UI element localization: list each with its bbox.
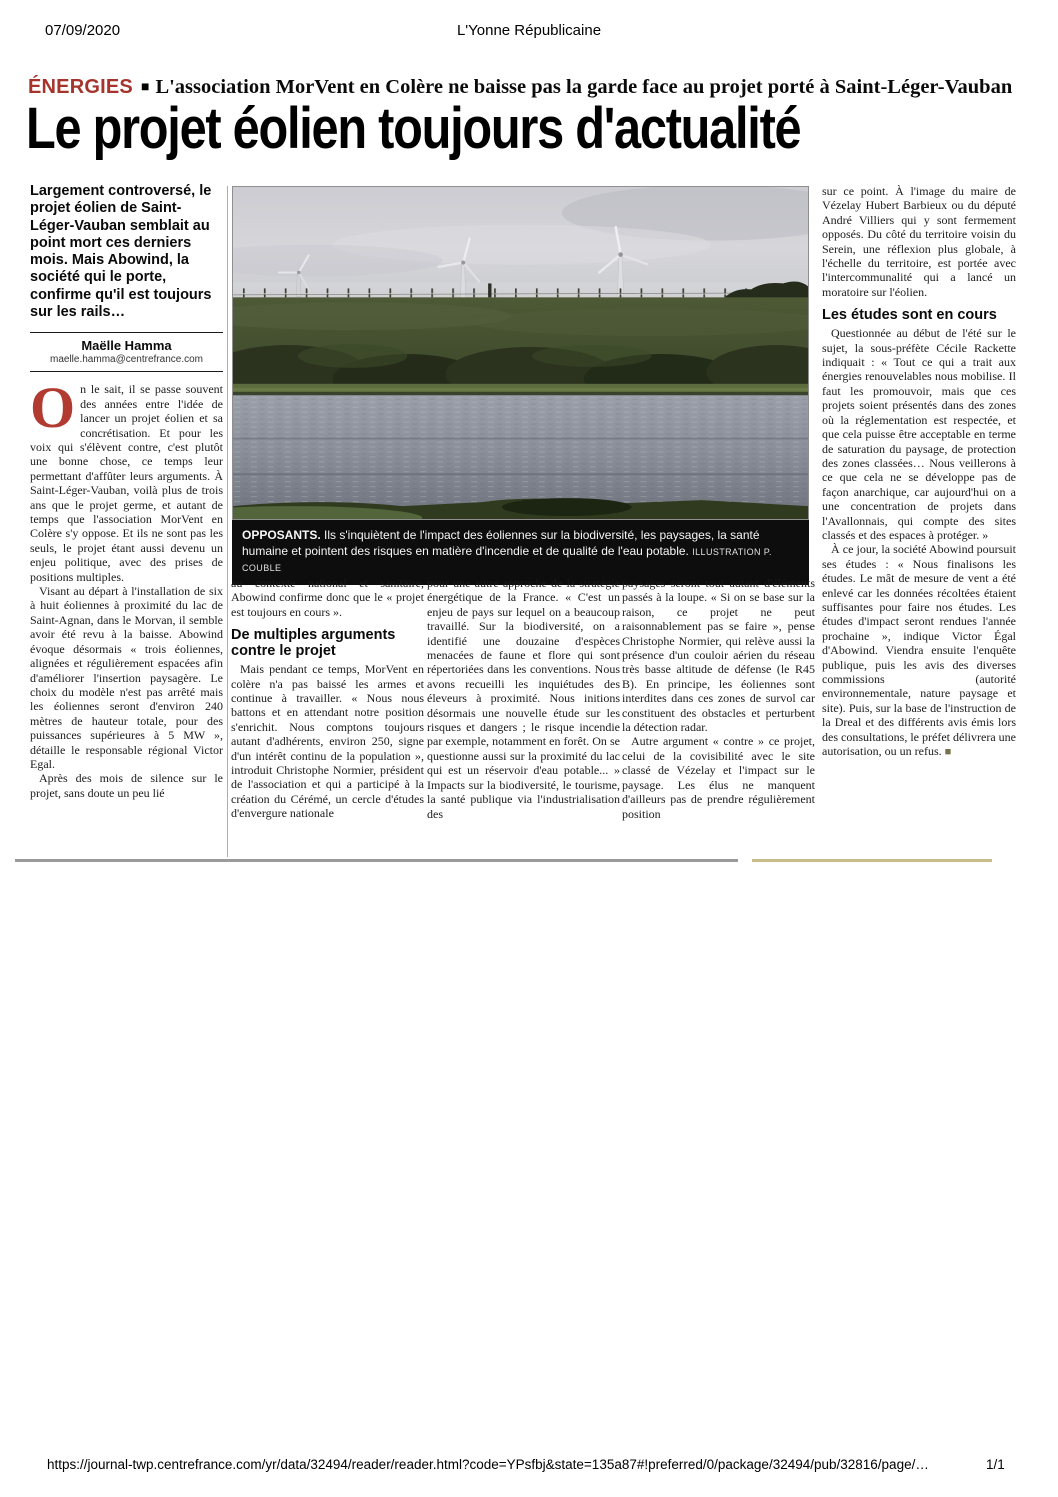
paragraph: sur ce point. À l'image du maire de Vézelay Hubert Barbieux ou du député André Villiers qui y sont fermement opposés. Du côté du territoire voisin du Serein, une réflexion plus globale, à l'échelle du territoire, est portée avec l'intercommunalité qui a lancé un moratoire sur l'éolien. (822, 184, 1016, 299)
paragraph: pour une autre approche de la stratégie énergétique de la France. « C'est un enjeu de pays sur lequel on a beaucoup travaillé. Sur la biodiversité, on a identifié une douzaine d'espèces menacées de faune et flore qui sont répertoriées dans les conventions. Nous avons recueilli les inquiétudes des éleveurs à proximité. Nous initions désormais une nouvelle étude sur les risques et dangers ; le risque incendie par exemple, notamment en forêt. On se questionne aussi sur la proximité du lac qui est un réservoir d'eau potable... » Impacts sur la biodiversité, le tourisme, la santé publique via l'industrialisation des (427, 576, 620, 821)
paragraph-text: n le sait, il se passe souvent des années entre l'idée de lancer un projet éolien et sa concrétisation. Et pour les voix qui s'élèvent contre, c'est plutôt une bonne chose, ce temps leur permettant d'affûter leurs arguments. À Saint-Léger-Vauban, voilà plus de trois ans que le projet germe, et autant de temps que l'association MorVent en Colère s'y oppose. Et ils ne sont pas les seuls, le projet étant aussi devenu un enjeu politique, avec des prises de positions multiples. (30, 382, 223, 584)
print-footer-url: https://journal-twp.centrefrance.com/yr/data/32494/reader/reader.html?code=YPsfbj&state=135a87#!preferred/0/package/32494/pub/32816/page/… (47, 1457, 929, 1472)
paragraph: au contexte national et sanitaire, Abowind confirme donc que le « projet est toujours en cours ». (231, 576, 424, 619)
caption-credit: ILLUSTRATION P. COUBLE (242, 546, 772, 573)
print-date: 07/09/2020 (45, 22, 121, 39)
section-label: ÉNERGIES (28, 76, 133, 98)
kicker-text: L'association MorVent en Colère ne baisse pas la garde face au projet porté à Saint-Léger-Vauban (155, 76, 1013, 98)
bottom-rule-gold (752, 859, 992, 862)
print-page-number: 1/1 (986, 1457, 1005, 1472)
paragraph: Questionnée au début de l'été sur le sujet, la sous-préfète Cécile Rackette indiquait : « Tout ce qui a trait aux énergies renouvelables nous mobilise. Il faut les promouvoir, mais que ces projets soient présentés dans des zones où la réglementation est respectée, et que cela puisse être acceptable en terme de saturation du paysage, de protection des zones classées… Nous veillerons à ce que cela ne se développe pas de façon anarchique, car aujourd'hui on a une concentration de projets dans l'Avallonnais, qui compte des sites classés et des espaces à protéger. » (822, 326, 1016, 542)
end-of-article-icon: ■ (944, 746, 952, 759)
author-name: Maëlle Hamma (81, 338, 172, 354)
paragraph: Après des mois de silence sur le projet, sans doute un peu lié (30, 771, 223, 800)
paragraph: Mais pendant ce temps, MorVent en colère n'a pas baissé les armes et continue à travailler. « Nous nous battons et en attendant notre position s'enrichit. Nous comptons toujours autant d'adhérents, environ 250, signe d'un intérêt continu de la population », introduit Christophe Normier, président de l'association et qui a participé à la création du Cérémé, un cercle d'études d'envergure nationale (231, 662, 424, 821)
column-3 (427, 576, 620, 821)
subhead-etudes: Les études sont en cours (822, 307, 997, 324)
paragraph: Visant au départ à l'installation de six à huit éoliennes à proximité du lac de Saint-Agnan, dans le Morvan, il semble avoir été revu à la baisse. Abowind évoque désormais « trois éoliennes, alignées et régulièrement espacées afin d'améliorer l'insertion paysagère. Le choix du modèle n'est pas arrêté mais les éoliennes seront d'environ 240 mètres de hauteur totale, pour des puissances supérieures à 5 MW », détaille le responsable régional Victor Egal. (30, 584, 223, 771)
caption-label: OPPOSANTS. (242, 528, 321, 542)
paragraph-text: À ce jour, la société Abowind poursuit ses études : « Nous finalisons les études. Le mât de mesure de vent a été enlevé car les données récoltées étaient suffisantes pour faire nos études. Les études d'impact seront rendues l'année prochaine », indique Victor Égal d'Abowind. Viendra ensuite l'enquête publique, puis les avis des diverses commissions (autorité environnementale, nature paysage et site). Puis, sur la base de l'instruction de la Dreal et des différents avis émis lors des consultations, le préfet délivrera une autorisation, ou un refus. (822, 542, 1016, 759)
bottom-rule-grey (15, 859, 738, 862)
square-bullet-icon: ■ (140, 78, 150, 94)
author-email: maelle.hamma@centrefrance.com (50, 354, 203, 366)
column-5 (822, 184, 1016, 759)
photo-caption (232, 520, 809, 585)
paragraph (30, 375, 223, 584)
subhead-arguments: De multiples arguments contre le projet (231, 627, 396, 660)
drop-cap: O (30, 375, 76, 441)
column-4 (622, 576, 815, 821)
paragraph (822, 542, 1016, 759)
body-text-col1 (30, 375, 223, 800)
caption-text: Ils s'inquiètent de l'impact des éoliennes sur la biodiversité, les paysages, la santé humaine et pointent des risques en matière d'incendie et de qualité de l'eau potable. (242, 528, 760, 558)
column-1 (30, 183, 223, 800)
page-title: Le projet éolien toujours d'actualité (26, 96, 801, 161)
wind-turbines-lake-illustration (233, 187, 808, 519)
column-2 (231, 576, 424, 821)
photo-wind-turbines (232, 186, 809, 520)
paragraph: paysages seront tout autant d'éléments passés à la loupe. « Si on se base sur la raison, ce projet ne peut raisonnablement pas se faire », pense Christophe Normier, qui relève aussi la présence d'un couloir aérien du réseau très basse altitude de défense (le R45 B). En principe, les éoliennes sont interdites dans ces zones de survol car constituent des obstacles et perturbent la détection radar. (622, 576, 815, 735)
column-divider-rule (227, 186, 228, 857)
byline-block (30, 332, 223, 372)
masthead-title: L'Yonne Républicaine (456, 22, 602, 39)
lede-paragraph: Largement controversé, le projet éolien de Saint-Léger-Vauban semblait au point mort ces derniers mois. Mais Abowind, la société qui le porte, confirme qu'il est toujours sur les rails… (30, 183, 212, 321)
paragraph: Autre argument « contre » ce projet, celui de la covisibilité avec le site classé de Vézelay et l'impact sur le paysage. Les élus ne manquent d'ailleurs pas de prendre régulièrement position (622, 734, 815, 821)
